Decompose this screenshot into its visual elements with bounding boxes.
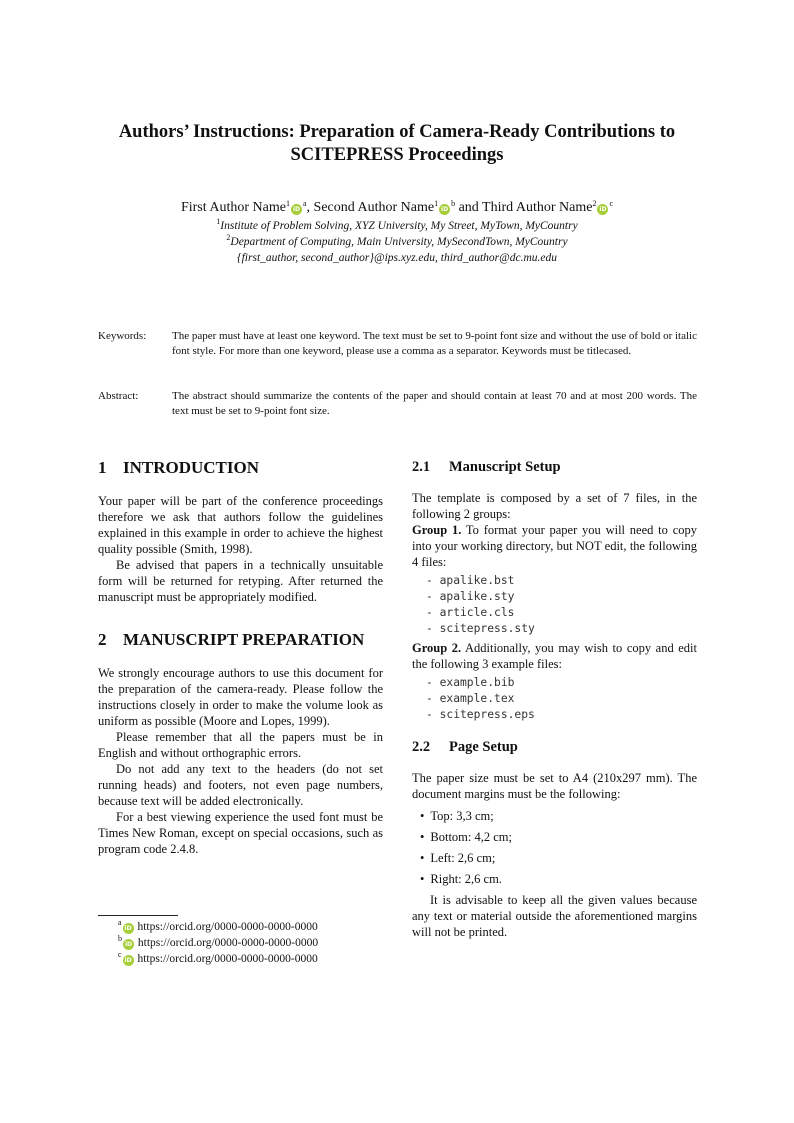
list-item: • Bottom: 4,2 cm;: [420, 829, 697, 845]
file-list-group-2: [412, 675, 697, 723]
keywords-label: Keywords:: [98, 330, 147, 342]
title-line-1: Authors’ Instructions: Preparation of Camera-Ready Contributions to: [118, 122, 676, 142]
abstract-label: Abstract:: [98, 390, 139, 402]
paragraph: Your paper will be part of the conference proceedings therefore we ask that authors follow the guidelines explained in this example in order to achieve the highest quality possible (Smith, 1998).: [98, 494, 383, 556]
footnote: $^a$iD https://orcid.org/0000-0000-0000-0000: [118, 918, 318, 933]
paragraph: For a best viewing experience the used font must be Times New Roman, except on special occasions, such as program code 2.4.8.: [98, 810, 383, 856]
author-separator: ,: [306, 200, 314, 215]
affiliation-1: [40, 219, 754, 234]
list-item: • Top: 3,3 cm;: [420, 808, 697, 824]
affiliation-2: [40, 235, 754, 250]
orcid-icon: iD: [124, 925, 132, 932]
footnote: $^c$iD https://orcid.org/0000-0000-0000-0000: [118, 950, 318, 965]
paragraph: Do not add any text to the headers (do not set running heads) and footers, not even page numbers, because text will be added electronically.: [98, 762, 383, 808]
footnote-mark: a: [302, 199, 307, 208]
code-file: - example.tex: [426, 692, 515, 705]
list-item: • Right: 2,6 cm.: [420, 871, 697, 887]
code-file: - scitepress.eps: [426, 708, 535, 721]
orcid-link[interactable]: https://orcid.org/0000-0000-0000-0000: [137, 953, 318, 965]
section-heading-manuscript: 2 MANUSCRIPT PREPARATION: [98, 630, 365, 649]
author-name: Third Author Name: [482, 200, 593, 215]
code-file: - apalike.sty: [426, 590, 515, 603]
orcid-icon[interactable]: iD: [441, 206, 449, 213]
left-column: [98, 457, 383, 857]
author-name: First Author Name: [180, 200, 286, 215]
right-column: [412, 457, 697, 940]
author-list: [40, 199, 754, 217]
title-line-2: SCITEPRESS Proceedings: [290, 145, 504, 165]
orcid-link[interactable]: https://orcid.org/0000-0000-0000-0000: [137, 937, 319, 949]
author-name: Second Author Name: [313, 200, 435, 215]
affiliation-mark: 1: [285, 199, 290, 208]
footnote-mark: c: [609, 199, 614, 208]
section-heading-introduction: 1 INTRODUCTION: [98, 458, 260, 477]
paragraph: Group 2. Additionally, you may wish to copy and edit the following 3 example files:: [412, 641, 698, 671]
paragraph: Group 1. To format your paper you will need to copy into your working directory, but NOT edit, the following 4 files:: [412, 523, 697, 569]
subsection-heading-page-setup: 2.2 Page Setup: [412, 739, 518, 755]
code-file: - article.cls: [426, 606, 515, 619]
list-item: • Left: 2,6 cm;: [420, 850, 697, 866]
orcid-icon[interactable]: iD: [292, 206, 300, 213]
paragraph: We strongly encourage authors to use this document for the preparation of the camera-ready. Please follow the instructions closely in order to make the volume look as uniform as possible (Moore and Lopes, 1999).: [98, 666, 383, 728]
author-separator: and: [455, 200, 483, 215]
footnote: $^b$iD https://orcid.org/0000-0000-0000-0000: [118, 934, 319, 949]
affiliation-number: 2: [226, 233, 231, 242]
orcid-icon: iD: [124, 941, 133, 948]
affiliation-mark: 2: [592, 199, 597, 208]
author-emails: {first_author, second_author}@ips.xyz.edu, third_author@dc.mu.edu: [237, 252, 557, 264]
paper-title: [60, 121, 734, 167]
code-file: - apalike.bst: [426, 574, 515, 587]
affiliation-text: Department of Computing, Main University, MySecondTown, MyCountry: [230, 236, 568, 248]
paragraph: Be advised that papers in a technically unsuitable form will be returned for retyping. After returned the manuscript must be appropriately modified.: [98, 558, 383, 604]
margin-list: [420, 808, 697, 887]
affiliation-text: Institute of Problem Solving, XYZ University, My Street, MyTown, MyCountry: [220, 220, 578, 232]
paragraph: The template is composed by a set of 7 files, in the following 2 groups:: [412, 491, 697, 521]
orcid-link[interactable]: https://orcid.org/0000-0000-0000-0000: [137, 921, 318, 933]
code-file: - example.bib: [426, 676, 515, 689]
footnotes: [118, 919, 318, 967]
paragraph: It is advisable to keep all the given values because any text or material outside the aforementioned margins will not be printed.: [412, 893, 697, 939]
code-file: - scitepress.sty: [426, 622, 535, 635]
footnote-divider: [98, 915, 178, 916]
file-list-group-1: [412, 573, 697, 637]
affiliation-mark: 1: [434, 199, 439, 208]
subsection-heading-manuscript-setup: 2.1 Manuscript Setup: [412, 459, 561, 475]
paragraph: The paper size must be set to A4 (210x297 mm). The document margins must be the following:: [412, 771, 697, 801]
paragraph: Please remember that all the papers must be in English and without orthographic errors.: [98, 730, 383, 760]
orcid-icon: iD: [124, 957, 132, 964]
abstract-text: The abstract should summarize the contents of the paper and should contain at least 70 and at most 200 words. The text must be set to 9-point font size.: [172, 390, 697, 417]
affiliation-number: 1: [216, 217, 221, 226]
footnote-mark: b: [451, 199, 456, 208]
orcid-icon[interactable]: iD: [599, 206, 607, 213]
keywords-text: The paper must have at least one keyword. The text must be set to 9-point font size and without the use of bold or italic font style. For more than one keyword, please use a comma as a separator. Keywords must be titlecased.: [172, 330, 697, 357]
